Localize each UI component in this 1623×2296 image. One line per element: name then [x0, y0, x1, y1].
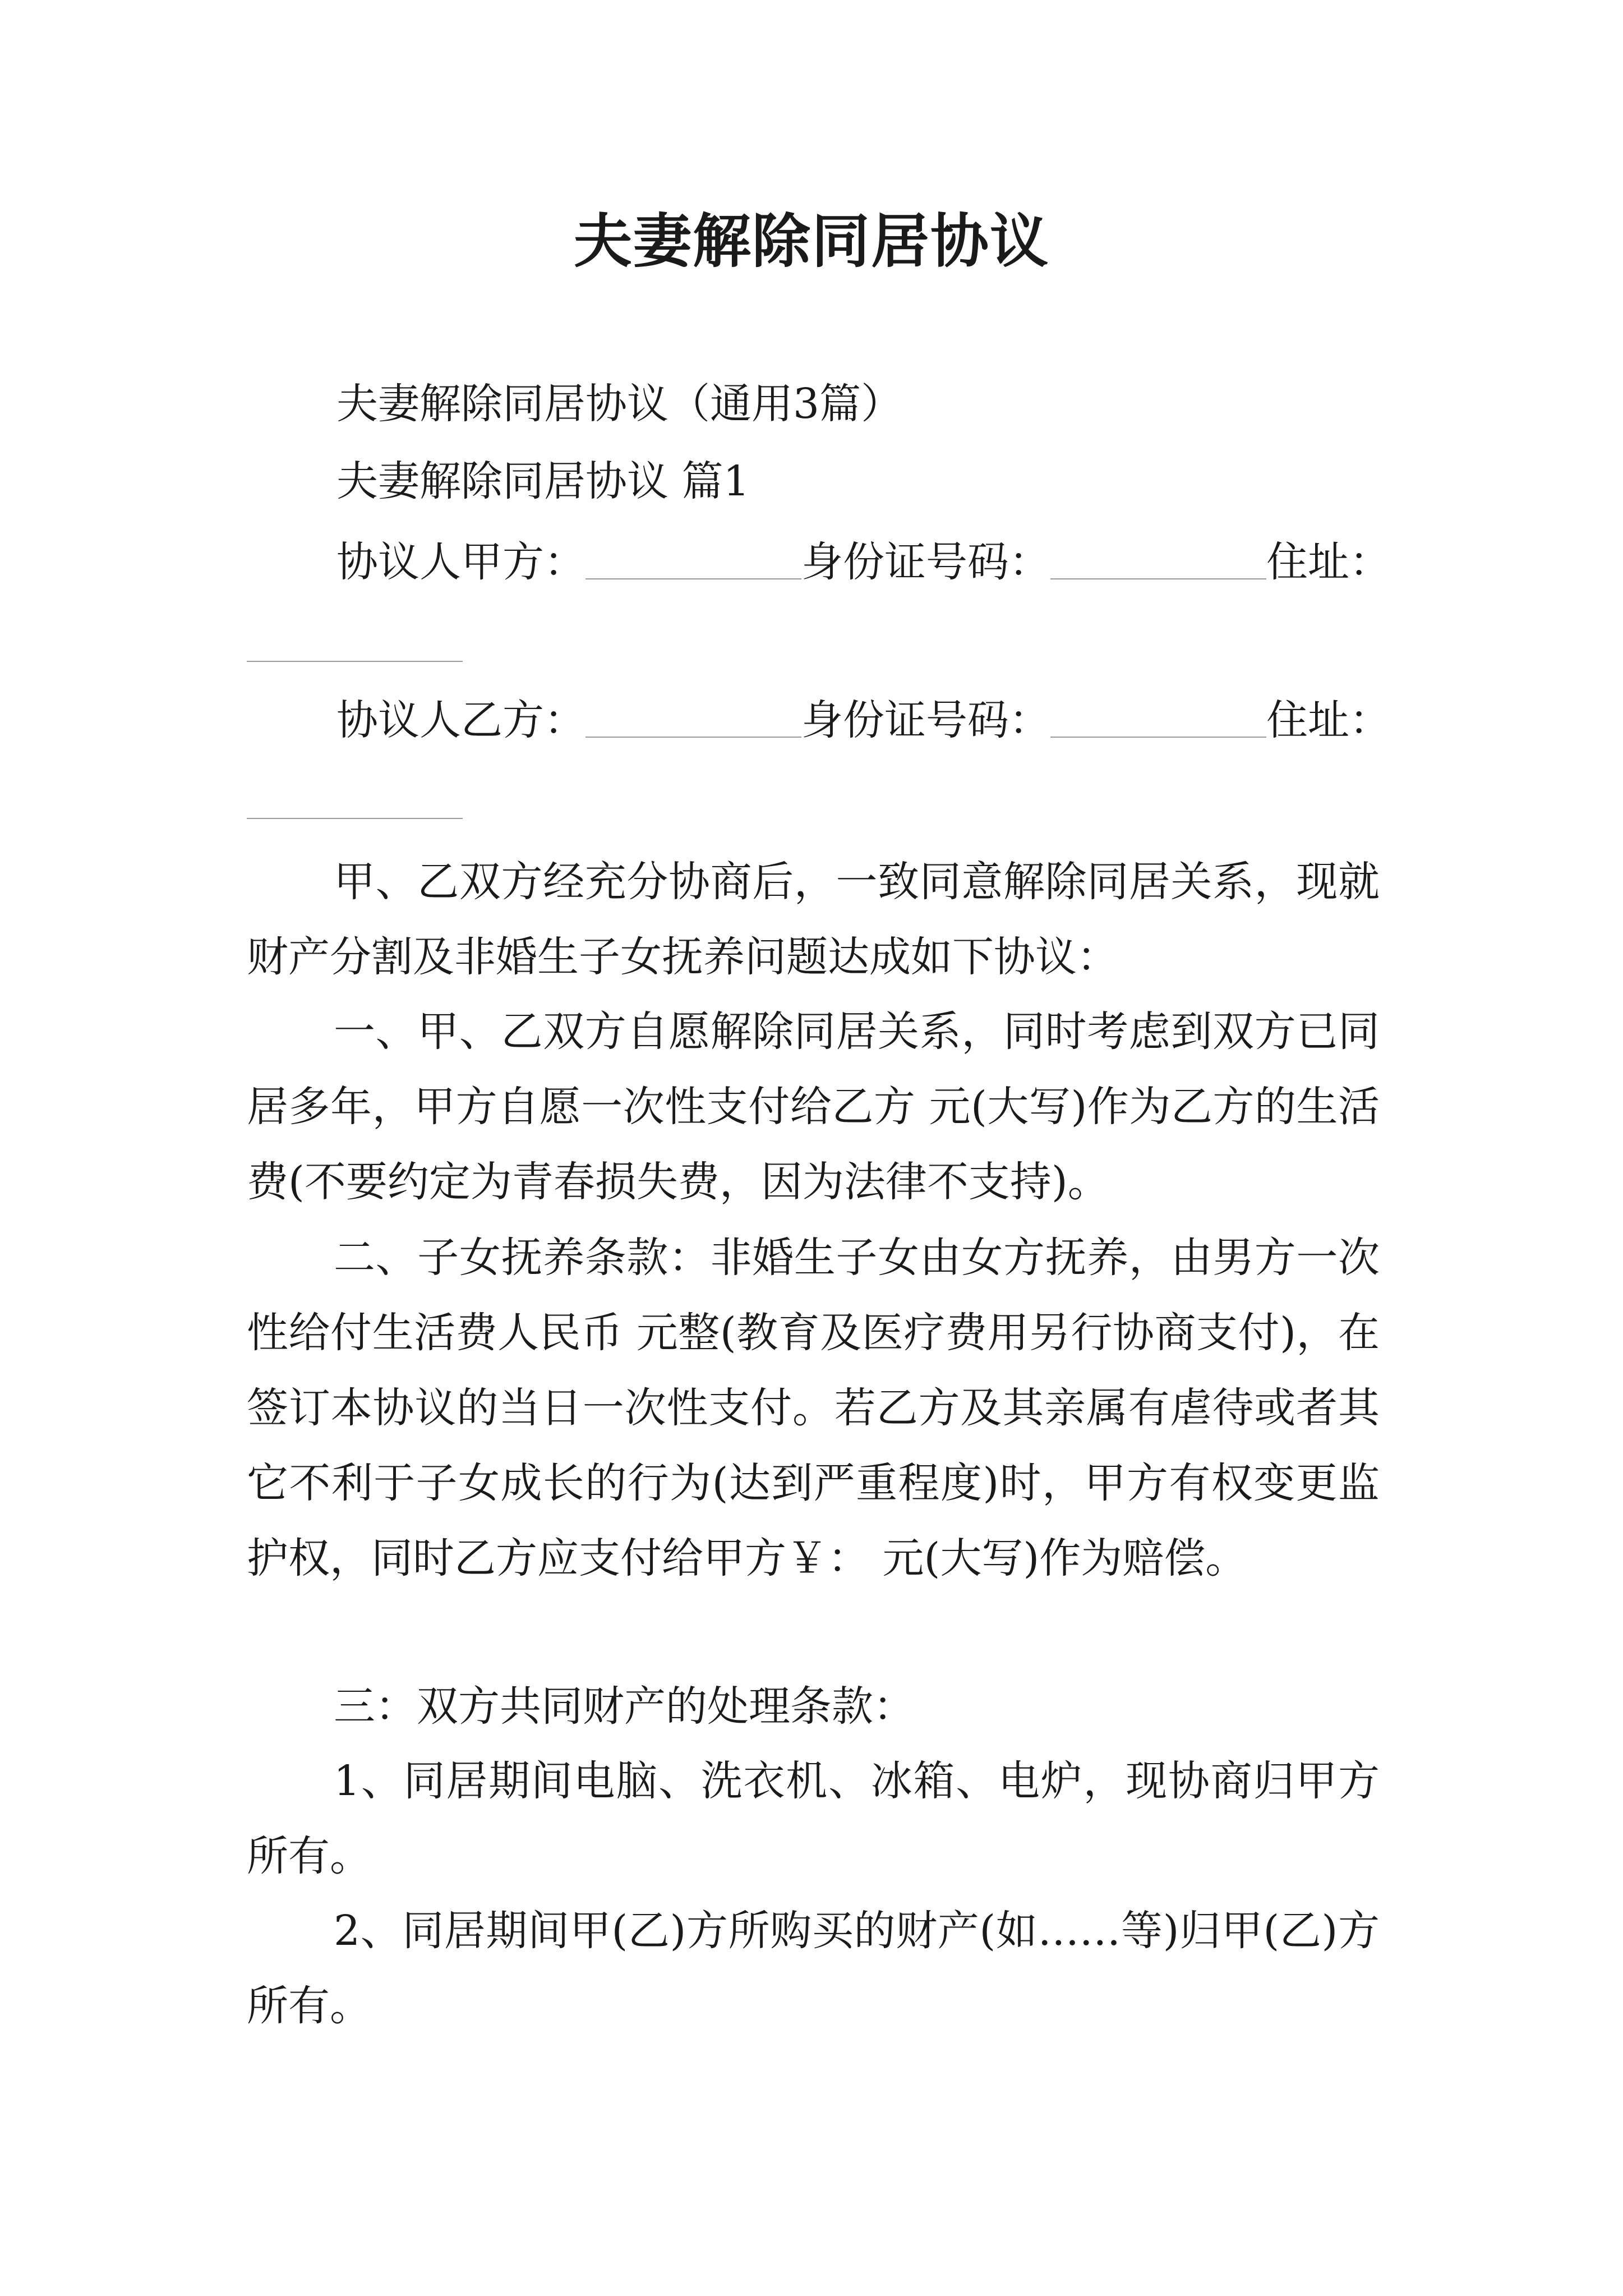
party-b-id-label: 身份证号码： [801, 696, 1050, 744]
paragraph-clause-2: 二、子女抚养条款：非婚生子女由女方抚养，由男方一次性给付生活费人民币 元整(教育及医疗费用另行协商支付)，在签订本协议的当日一次性支付。若乙方及其亲属有虐待或者其它不利于子女成长的行为(达到严重程度)时，甲方有权变更监护权，同时乙方应支付给甲方￥： 元(大写)作为赔偿。 [247, 1234, 1380, 1582]
party-a-id-label: 身份证号码： [801, 538, 1050, 586]
party-b-address-label: 住址： [1266, 696, 1391, 744]
party-b-name-blank [585, 737, 801, 738]
party-a-address-label: 住址： [1266, 538, 1391, 586]
party-a-row [336, 534, 1391, 590]
section-heading: 夫妻解除同居协议 篇1 [336, 457, 750, 505]
party-b-address-blank [247, 818, 463, 819]
party-b-id-blank [1050, 737, 1266, 738]
paragraph-item-2: 2、同居期间甲(乙)方所购买的财产(如……等)归甲(乙)方所有。 [247, 1907, 1380, 2030]
party-a-name-blank [585, 578, 801, 579]
paragraph-intro: 甲、乙双方经充分协商后，一致同意解除同居关系，现就财产分割及非婚生子女抚养问题达成如下协议： [247, 858, 1380, 981]
paragraph-clause-1: 一、甲、乙双方自愿解除同居关系，同时考虑到双方已同居多年，甲方自愿一次性支付给乙方 元(大写)作为乙方的生活费(不要约定为青春损失费，因为法律不支持)。 [247, 1007, 1380, 1206]
document-subtitle: 夫妻解除同居协议（通用3篇） [336, 380, 903, 428]
party-a-address-blank [247, 661, 463, 662]
paragraph-clause-3: 三：双方共同财产的处理条款： [334, 1682, 915, 1731]
paragraph-item-1: 1、同居期间电脑、洗衣机、冰箱、电炉，现协商归甲方所有。 [247, 1757, 1380, 1880]
document-title: 夫妻解除同居协议 [573, 207, 1049, 275]
party-a-label: 协议人甲方： [336, 538, 585, 586]
party-b-label: 协议人乙方： [336, 696, 585, 744]
party-b-row [336, 692, 1391, 748]
party-a-id-blank [1050, 578, 1266, 579]
